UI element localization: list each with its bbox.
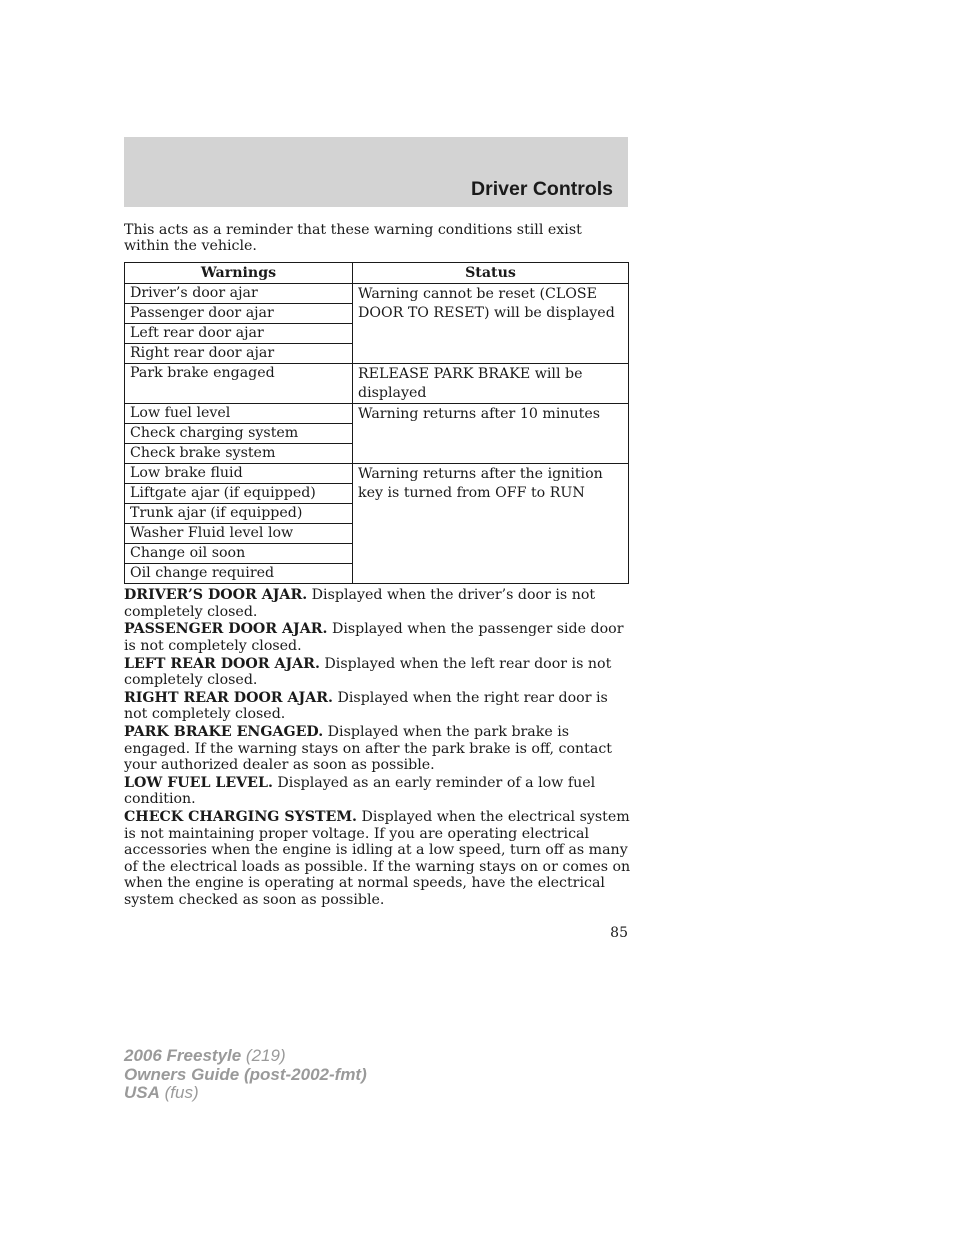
description-text: Displayed when the park brake is engaged. If the warning stays on after the park brake is off, contact your authorized dealer as soon as possible. — [124, 724, 612, 774]
description-term: LEFT REAR DOOR AJAR. — [124, 655, 320, 672]
warning-cell: Right rear door ajar — [125, 344, 353, 364]
warning-cell: Trunk ajar (if equipped) — [125, 504, 353, 524]
description-term: PASSENGER DOOR AJAR. — [124, 621, 328, 638]
table-row — [125, 464, 629, 484]
description-term: CHECK CHARGING SYSTEM. — [124, 809, 357, 826]
warning-cell: Low brake fluid — [125, 464, 353, 484]
table-row — [125, 404, 629, 424]
warning-cell: Check charging system — [125, 424, 353, 444]
document-footer — [124, 1047, 367, 1103]
warning-cell: Washer Fluid level low — [125, 524, 353, 544]
description-text: Displayed when the electrical system is not maintaining proper voltage. If you are operating electrical accessories when the engine is idling at a low speed, turn off as many of the electrical loads as possible. If the warning stays on or comes on when the engine is operating at normal speeds, have the electrical system checked as soon as possible. — [124, 809, 631, 908]
table-row — [125, 284, 629, 304]
table-header-row — [125, 263, 629, 284]
warning-cell: Left rear door ajar — [125, 324, 353, 344]
description-term: RIGHT REAR DOOR AJAR. — [124, 689, 333, 706]
warning-cell: Change oil soon — [125, 544, 353, 564]
status-cell: RELEASE PARK BRAKE will be displayed — [353, 364, 629, 404]
warning-cell: Passenger door ajar — [125, 304, 353, 324]
description-paragraph — [124, 656, 632, 689]
footer-market: USA — [124, 1083, 160, 1102]
description-text: Displayed when the driver’s door is not completely closed. — [124, 587, 596, 620]
section-header — [124, 137, 628, 207]
footer-line — [124, 1066, 367, 1085]
status-column-header: Status — [353, 263, 629, 284]
warning-cell: Liftgate ajar (if equipped) — [125, 484, 353, 504]
warning-cell: Oil change required — [125, 564, 353, 584]
warning-cell: Park brake engaged — [125, 364, 353, 404]
warnings-table — [124, 262, 629, 584]
page-number: 85 — [610, 925, 628, 941]
description-text: Displayed when the right rear door is not completely closed. — [124, 689, 608, 723]
description-paragraph — [124, 621, 632, 654]
description-paragraph — [124, 587, 632, 620]
description-paragraph — [124, 690, 632, 723]
footer-guide: Owners Guide (post-2002-fmt) — [124, 1064, 367, 1084]
footer-market-code: (fus) — [159, 1083, 199, 1102]
warning-descriptions — [124, 587, 632, 910]
warning-cell: Check brake system — [125, 444, 353, 464]
table-row — [125, 364, 629, 404]
description-text: Displayed as an early reminder of a low fuel condition. — [124, 774, 596, 808]
warnings-column-header: Warnings — [125, 263, 353, 284]
description-term: DRIVER’S DOOR AJAR. — [124, 587, 308, 603]
section-title: Driver Controls — [471, 178, 613, 200]
status-cell: Warning returns after the ignition key is turned from OFF to RUN — [353, 464, 629, 584]
warning-cell: Driver’s door ajar — [125, 284, 353, 304]
description-term: PARK BRAKE ENGAGED. — [124, 724, 324, 741]
status-cell: Warning returns after 10 minutes — [353, 404, 629, 464]
intro-paragraph: This acts as a reminder that these warning conditions still exist within the vehicle. — [124, 222, 582, 255]
status-cell: Warning cannot be reset (CLOSE DOOR TO RESET) will be displayed — [353, 284, 629, 364]
footer-line — [124, 1047, 367, 1066]
footer-model-code: (219) — [241, 1046, 286, 1065]
description-text: Displayed when the left rear door is not completely closed. — [124, 655, 612, 689]
description-paragraph — [124, 724, 632, 774]
description-paragraph — [124, 809, 632, 908]
footer-model: 2006 Freestyle — [124, 1046, 242, 1065]
warning-cell: Low fuel level — [125, 404, 353, 424]
description-term: LOW FUEL LEVEL. — [124, 774, 273, 791]
description-paragraph — [124, 775, 632, 808]
description-text: Displayed when the passenger side door is not completely closed. — [124, 621, 624, 654]
footer-line — [124, 1084, 367, 1103]
